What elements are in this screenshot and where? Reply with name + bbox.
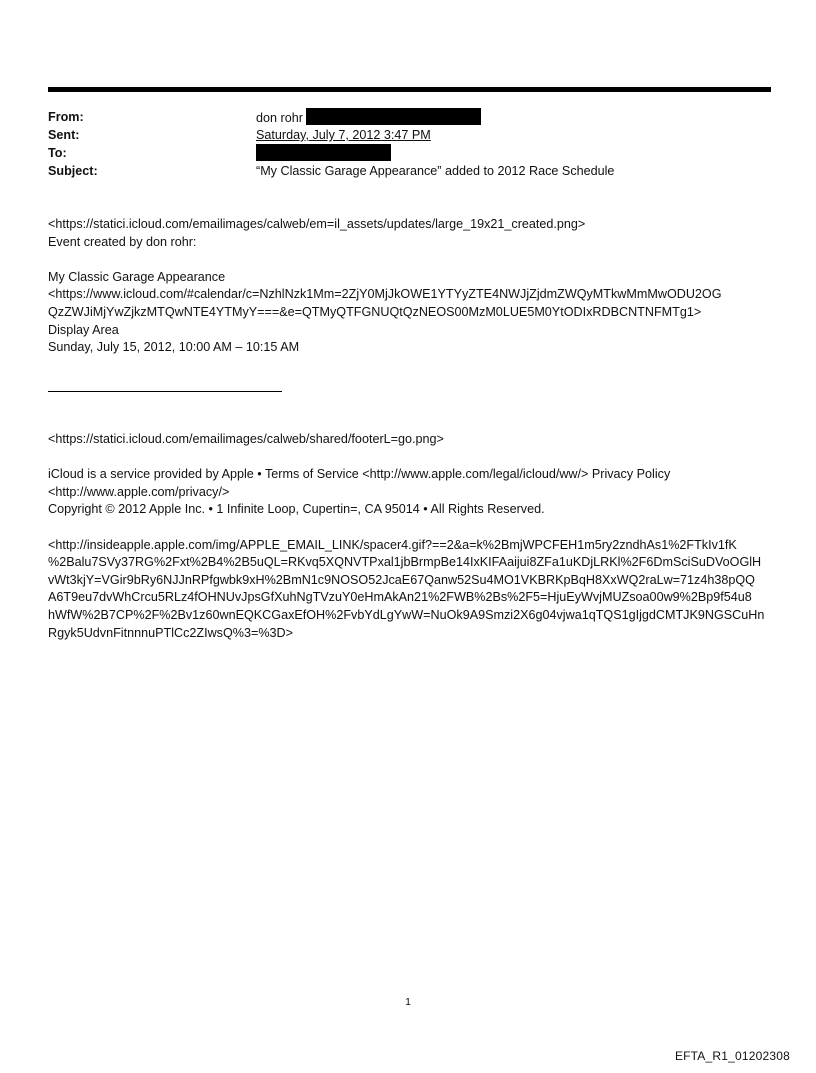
sender-name: don rohr [256, 111, 303, 125]
page-number: 1 [405, 996, 411, 1008]
footer-copyright: Copyright © 2012 Apple Inc. • 1 Infinite Loop, Cupertin=, CA 95014 • All Rights Reserved. [48, 502, 545, 517]
footer-terms-line[interactable]: iCloud is a service provided by Apple • Terms of Service <http://www.apple.com/legal/icloud/ww/> Privacy Policy [48, 467, 671, 482]
spacer-link-line[interactable]: A6T9eu7dvWhCrcu5RLz4fOHNUvJpsGfXuhNgTVzuY0eHmAkAn21%2FWB%2Bs%2F5=HjuEyWvjMUZsoa00w9%2Bp9f54u8 [48, 590, 752, 605]
spacer-link-line[interactable]: vWt3kjY=VGir9bRy6NJJnRPfgwbk9xH%2BmN1c9NOSO52JcaE67Qanw52Su4MO1VKBRKpBqH8XxWQ2raLw=71z4h38pQQ [48, 572, 755, 587]
to-value [256, 144, 391, 163]
spacer-link-line[interactable]: <http://insideapple.apple.com/img/APPLE_EMAIL_LINK/spacer4.gif?==2&a=k%2BmjWPCFEH1m5ry2zndhAs1%2FTkIv1fK [48, 537, 737, 552]
subject-value: “My Classic Garage Appearance” added to 2012 Race Schedule [256, 164, 615, 178]
sent-label: Sent: [48, 128, 80, 142]
calendar-link-line-1[interactable]: <https://www.icloud.com/#calendar/c=NzhlNzk1Mm=2ZjY0MjJkOWE1YTYyZTE4NWJjZjdmZWQyMTkwMmMwODU2OG [48, 287, 722, 302]
event-title: My Classic Garage Appearance [48, 269, 226, 284]
event-created-line: Event created by don rohr: [48, 234, 197, 249]
spacer-link-line[interactable]: hWfW%2B7CP%2F%2Bv1z60wnEQKCGaxEfOH%2FvbYdLgYwW=NuOk9A9Smzi2X6g04vjwa1qTQS1gIjgdCMTJK9NGSCuHn [48, 607, 765, 622]
from-value [256, 108, 481, 127]
from-label: From: [48, 110, 84, 124]
to-label: To: [48, 146, 67, 160]
subject-label: Subject: [48, 164, 98, 178]
event-datetime: Sunday, July 15, 2012, 10:00 AM – 10:15 AM [48, 340, 300, 355]
signature-separator [48, 391, 282, 392]
redaction-from-email [306, 108, 481, 125]
footer-privacy-link[interactable]: <http://www.apple.com/privacy/> [48, 484, 230, 499]
footer-section [48, 431, 764, 642]
header-top-rule [48, 87, 771, 92]
event-section [48, 216, 722, 357]
created-image-link[interactable]: <https://statici.icloud.com/emailimages/calweb/em=il_assets/updates/large_19x21_created.png> [48, 217, 586, 231]
spacer-link-line[interactable]: Rgyk5UdvnFitnnnuPTlCc2ZIwsQ%3=%3D> [48, 625, 293, 640]
calendar-link-line-2[interactable]: QzZWJiMjYwZjkzMTQwNTE4YTMyY===&e=QTMyQTFGNUQtQzNEOS00MzM0LUE5M0YtODIxRDBCNTNFMTg1> [48, 304, 702, 319]
sent-value: Saturday, July 7, 2012 3:47 PM [256, 128, 431, 142]
footer-logo-link[interactable]: <https://statici.icloud.com/emailimages/calweb/shared/footerL=go.png> [48, 432, 444, 446]
spacer-link-line[interactable]: %2Balu7SVy37RG%2Fxt%2B4%2B5uQL=RKvq5XQNVTPxal1jbBrmpBe14IxKIFAaijui8ZFa1uKDjLRKl%2F6DmSciSuDVoOGlH [48, 555, 762, 570]
bates-number: EFTA_R1_01202308 [674, 1049, 790, 1063]
event-location: Display Area [48, 322, 119, 337]
redaction-to-recipient [256, 144, 391, 161]
